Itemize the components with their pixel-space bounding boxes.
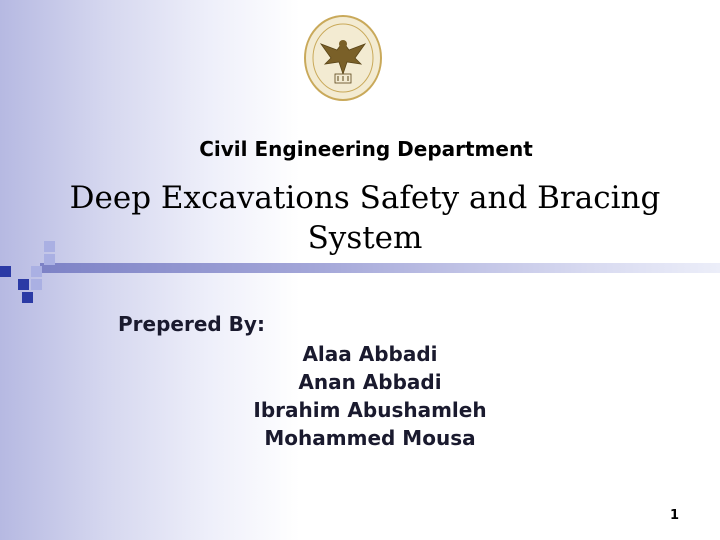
author-list	[200, 340, 540, 452]
slide-title: Deep Excavations Safety and Bracing System	[69, 180, 661, 256]
decorative-band	[40, 263, 720, 273]
square-decoration	[31, 279, 42, 290]
author-name: Anan Abbadi	[298, 370, 442, 394]
author-name: Alaa Abbadi	[302, 342, 438, 366]
square-decoration	[31, 266, 42, 277]
page-number: 1	[670, 508, 680, 523]
department-name: Civil Engineering Department	[199, 137, 533, 161]
prepared-by-label: Prepered By:	[118, 312, 265, 336]
author-name: Ibrahim Abushamleh	[253, 398, 487, 422]
square-decoration	[22, 292, 33, 303]
square-decoration	[0, 266, 11, 277]
university-logo	[303, 14, 383, 102]
author-name: Mohammed Mousa	[264, 426, 476, 450]
eagle-seal-icon	[305, 16, 381, 100]
square-decoration	[18, 279, 29, 290]
